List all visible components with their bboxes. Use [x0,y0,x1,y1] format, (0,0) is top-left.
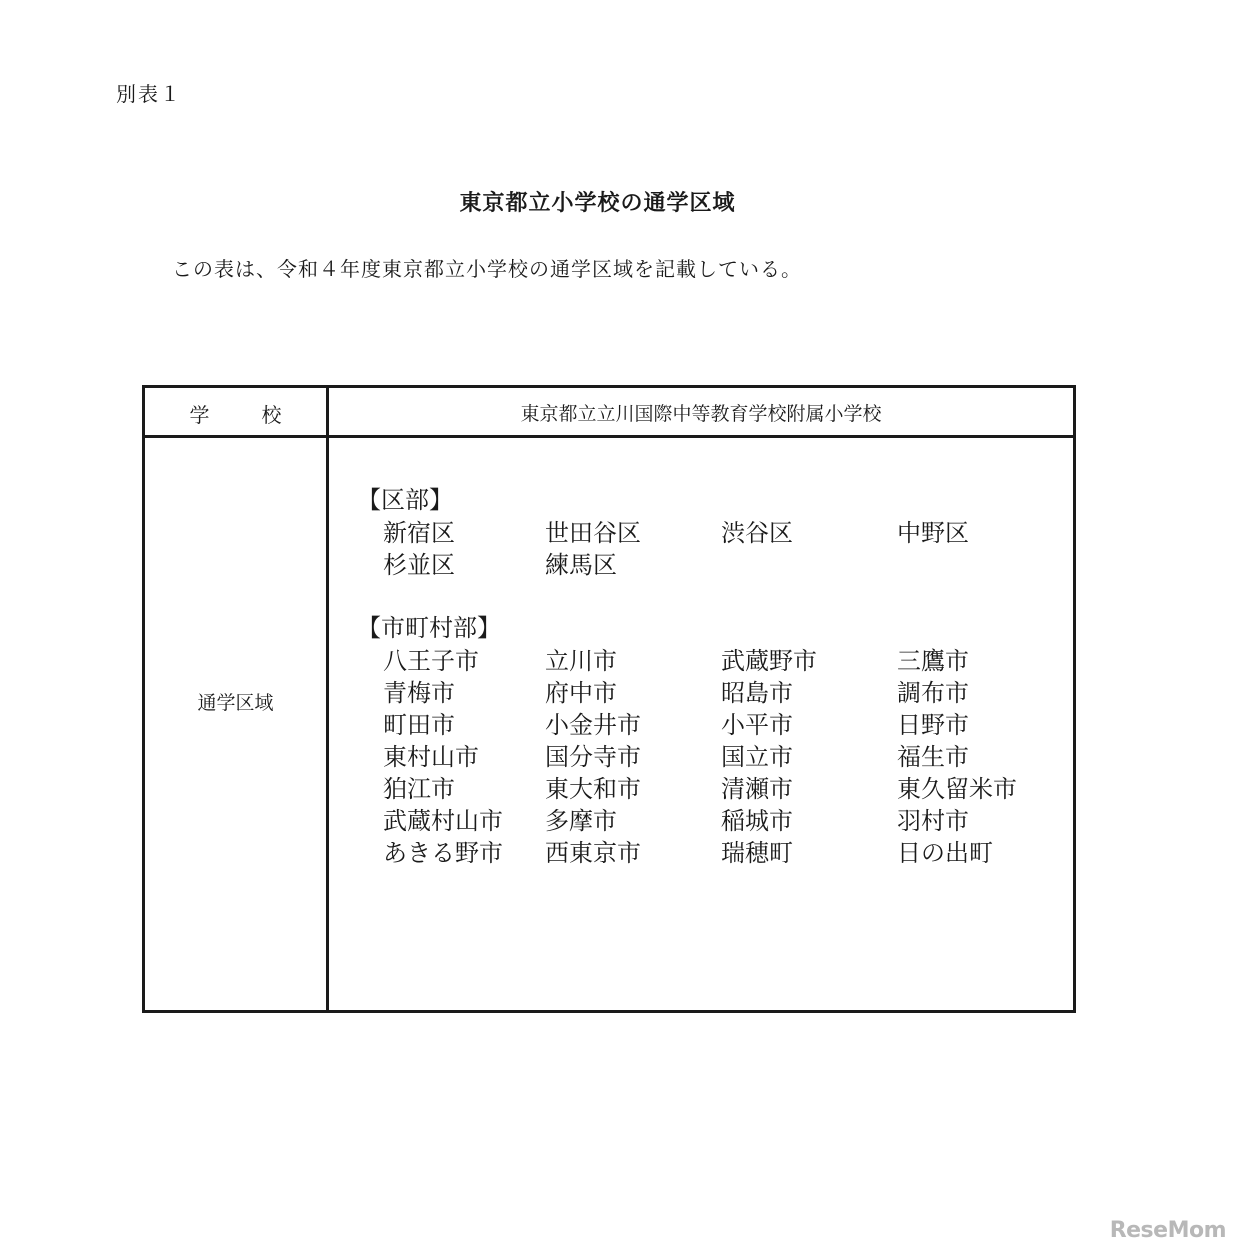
municipality-item: 武蔵野市 [721,647,817,675]
municipality-item: 東村山市 [383,743,479,771]
municipality-item: 府中市 [545,679,617,707]
ward-item: 中野区 [897,519,969,547]
ward-item: 世田谷区 [545,519,641,547]
municipality-item: 清瀬市 [721,775,793,803]
table-row-divider [145,435,1073,438]
municipality-item: 昭島市 [721,679,793,707]
ward-grid [383,517,1047,581]
municipality-item: 国立市 [721,743,793,771]
municipality-item: 小金井市 [545,711,641,739]
resemom-logo: ReseMom [1109,1218,1226,1243]
municipality-item: 日野市 [897,711,969,739]
municipality-item: 瑞穂町 [721,839,793,867]
municipality-item: 羽村市 [897,807,969,835]
municipality-item: 福生市 [897,743,969,771]
municipality-item: 稲城市 [721,807,793,835]
municipality-item: 青梅市 [383,679,455,707]
school-district-table [142,385,1076,1013]
municipality-item: あきる野市 [383,839,503,867]
appendix-label: 別表１ [116,82,182,106]
municipality-item: 調布市 [897,679,969,707]
municipality-item: 町田市 [383,711,455,739]
ward-item: 新宿区 [383,519,455,547]
header-school-char: 校 [261,403,282,427]
municipality-grid [383,645,1047,869]
municipality-item: 狛江市 [383,775,455,803]
municipality-item: 多摩市 [545,807,617,835]
municipality-item: 立川市 [545,647,617,675]
municipality-item: 小平市 [721,711,793,739]
district-list [357,483,1047,869]
municipality-item: 東大和市 [545,775,641,803]
header-school-label [145,399,326,428]
ward-item: 杉並区 [383,551,455,579]
district-row-label: 通学区域 [197,692,274,714]
municipality-item: 国分寺市 [545,743,641,771]
municipality-item: 三鷹市 [897,647,969,675]
table-column-divider [326,388,329,1010]
municipality-item: 日の出町 [897,839,993,867]
municipality-group-title: 【市町村部】 [357,614,501,642]
municipality-item: 東久留米市 [897,775,1017,803]
municipality-item: 武蔵村山市 [383,807,503,835]
intro-paragraph: この表は、令和４年度東京都立小学校の通学区域を記載している。 [172,257,802,281]
ward-item: 渋谷区 [721,519,793,547]
ward-item: 練馬区 [545,551,617,579]
school-name: 東京都立立川国際中等教育学校附属小学校 [520,403,882,425]
municipality-item: 西東京市 [545,839,641,867]
document-title: 東京都立小学校の通学区域 [459,191,736,216]
header-school-char: 学 [189,403,210,427]
municipality-item: 八王子市 [383,647,479,675]
ward-group-title: 【区部】 [357,486,453,514]
